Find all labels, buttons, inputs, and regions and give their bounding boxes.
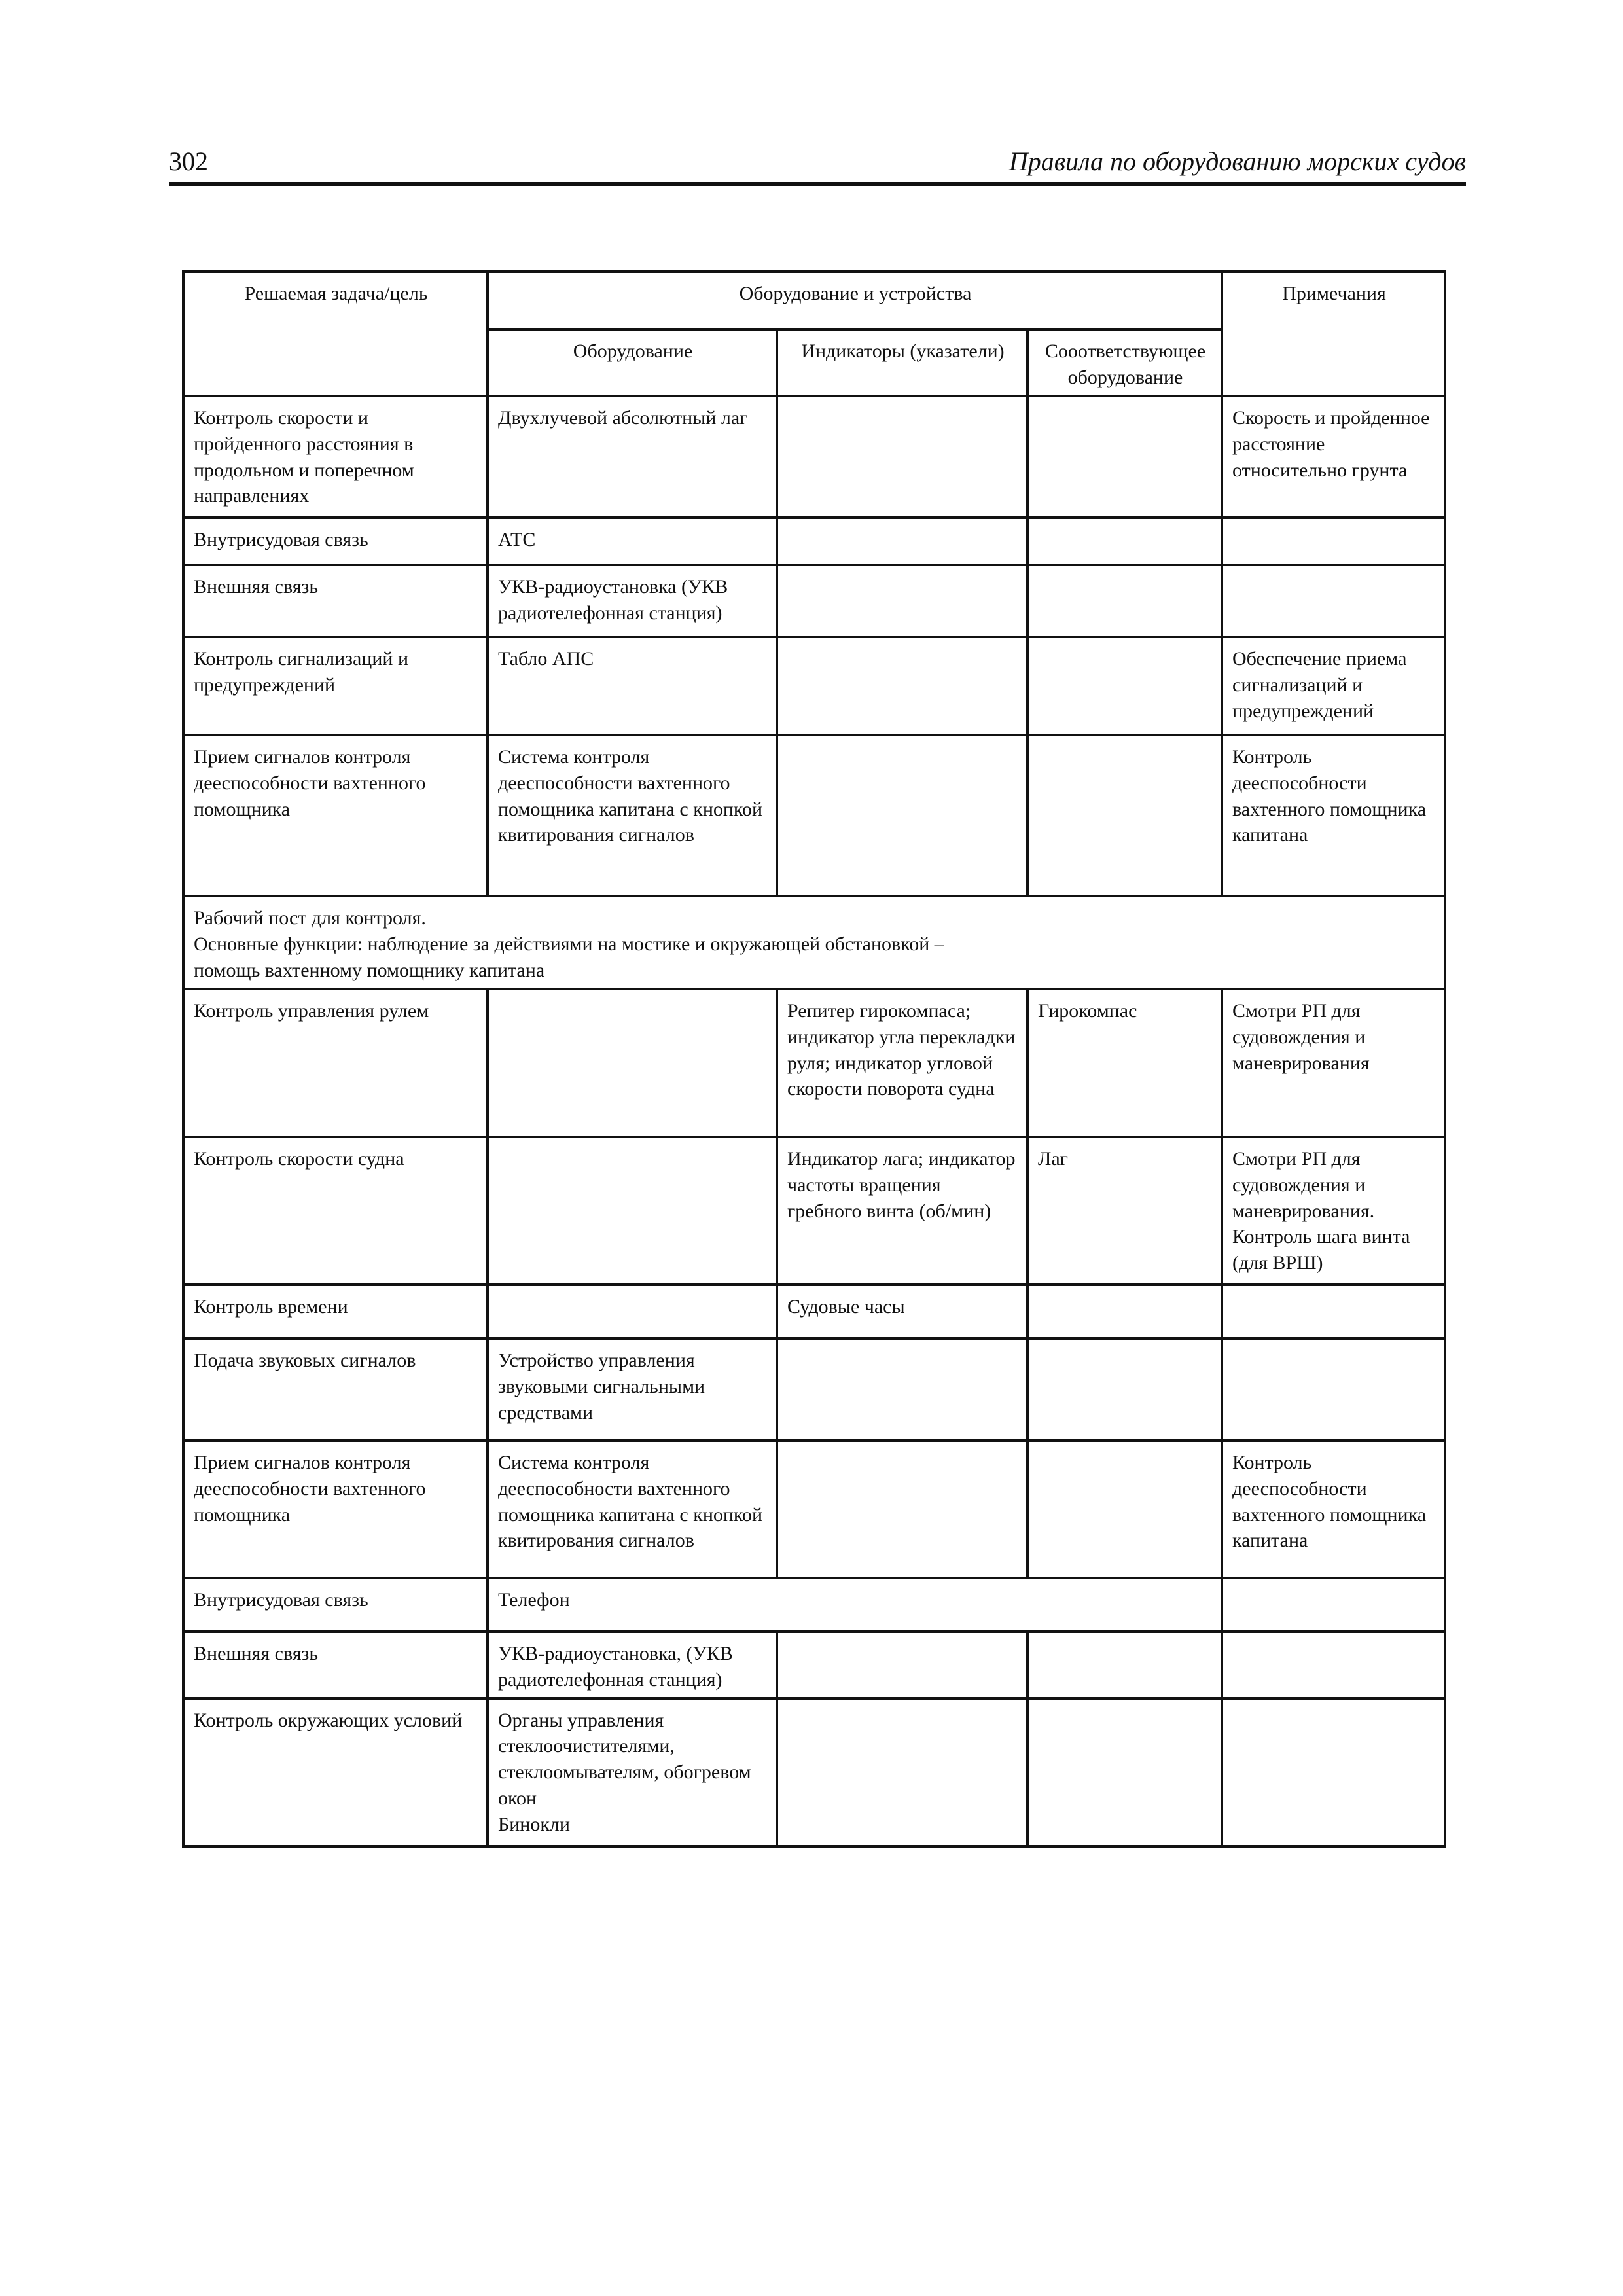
table-row — [183, 1441, 1445, 1578]
related-cell — [1027, 396, 1222, 518]
indicators-cell — [777, 518, 1027, 565]
task-cell: Контроль времени — [183, 1285, 488, 1338]
table-row — [183, 396, 1445, 518]
equipment-cell: Табло АПС — [488, 637, 777, 735]
header-related: Сооответствующее оборудование — [1027, 329, 1222, 396]
related-cell — [1027, 735, 1222, 896]
equipment-cell — [488, 1285, 777, 1338]
notes-cell — [1222, 1285, 1445, 1338]
indicators-cell: Индикатор лага; индикатор частоты вращения гребного винта (об/мин) — [777, 1137, 1027, 1285]
notes-cell: Смотри РП для судовождения и маневрирования — [1222, 989, 1445, 1137]
header-indicators: Индикаторы (указатели) — [777, 329, 1027, 396]
table-row — [183, 637, 1445, 735]
notes-cell: Смотри РП для судовождения и маневрирования. Контроль шага винта (для ВРШ) — [1222, 1137, 1445, 1285]
equipment-cell: АТС — [488, 518, 777, 565]
notes-cell: Контроль дееспособности вахтенного помощника капитана — [1222, 735, 1445, 896]
indicators-cell — [777, 1698, 1027, 1846]
task-cell: Контроль сигнализаций и предупреждений — [183, 637, 488, 735]
notes-cell — [1222, 518, 1445, 565]
section-line: Рабочий пост для контроля. — [194, 906, 426, 929]
indicators-cell — [777, 1632, 1027, 1698]
equipment-cell: Устройство управления звуковыми сигнальными средствами — [488, 1338, 777, 1441]
task-cell: Внутрисудовая связь — [183, 518, 488, 565]
equipment-cell — [488, 1698, 777, 1846]
section-line: помощь вахтенному помощнику капитана — [194, 959, 545, 981]
table-row — [183, 989, 1445, 1137]
header-notes: Примечания — [1222, 272, 1445, 396]
page-number: 302 — [169, 147, 208, 176]
equipment-cell: Двухлучевой абсолютный лаг — [488, 396, 777, 518]
equipment-text: Бинокли — [498, 1814, 570, 1836]
equipment-cell — [488, 1137, 777, 1285]
related-cell: Гирокомпас — [1027, 989, 1222, 1137]
section-line: Основные функции: наблюдение за действиями на мостике и окружающей обстановкой – — [194, 933, 944, 955]
task-cell: Контроль скорости и пройденного расстояния в продольном и поперечном направлениях — [183, 396, 488, 518]
equipment-table — [182, 270, 1446, 1848]
indicators-cell: Репитер гирокомпаса; индикатор угла перекладки руля; индикатор угловой скорости поворота судна — [777, 989, 1027, 1137]
notes-cell — [1222, 1632, 1445, 1698]
related-cell — [1027, 1441, 1222, 1578]
section-row — [183, 896, 1445, 989]
notes-cell — [1222, 1578, 1445, 1632]
table-row — [183, 1578, 1445, 1632]
table-row — [183, 1698, 1445, 1846]
header-equipment: Оборудование — [488, 329, 777, 396]
indicators-cell: Судовые часы — [777, 1285, 1027, 1338]
related-cell: Лаг — [1027, 1137, 1222, 1285]
equipment-cell: УКВ-радиоустановка (УКВ радиотелефонная станция) — [488, 565, 777, 637]
equipment-cell: Система контроля дееспособности вахтенного помощника капитана с кнопкой квитирования сигналов — [488, 735, 777, 896]
header-equipment-group: Оборудование и устройства — [488, 272, 1222, 329]
task-cell: Контроль окружающих условий — [183, 1698, 488, 1846]
equipment-cell — [488, 989, 777, 1137]
notes-cell: Контроль дееспособности вахтенного помощника капитана — [1222, 1441, 1445, 1578]
indicators-cell — [777, 637, 1027, 735]
indicators-cell — [777, 396, 1027, 518]
notes-cell: Скорость и пройденное расстояние относительно грунта — [1222, 396, 1445, 518]
related-cell — [1027, 1338, 1222, 1441]
running-title: Правила по оборудованию морских судов — [1008, 147, 1466, 176]
notes-cell — [1222, 565, 1445, 637]
task-cell: Внешняя связь — [183, 1632, 488, 1698]
section-heading — [183, 896, 1445, 989]
indicators-cell — [777, 1338, 1027, 1441]
equipment-cell: Телефон — [488, 1578, 1222, 1632]
task-cell: Внутрисудовая связь — [183, 1578, 488, 1632]
table-row — [183, 518, 1445, 565]
related-cell — [1027, 637, 1222, 735]
page-header — [169, 143, 1466, 186]
notes-cell: Обеспечение приема сигнализаций и предупреждений — [1222, 637, 1445, 735]
task-cell: Контроль скорости судна — [183, 1137, 488, 1285]
indicators-cell — [777, 1441, 1027, 1578]
related-cell — [1027, 1698, 1222, 1846]
indicators-cell — [777, 565, 1027, 637]
task-cell: Внешняя связь — [183, 565, 488, 637]
equipment-text: Органы управления стеклоочистителями, стеклоомывателям, обогревом окон — [498, 1709, 751, 1810]
table-row — [183, 1137, 1445, 1285]
equipment-cell: УКВ-радиоустановка, (УКВ радиотелефонная станция) — [488, 1632, 777, 1698]
related-cell — [1027, 518, 1222, 565]
task-cell: Контроль управления рулем — [183, 989, 488, 1137]
notes-cell — [1222, 1338, 1445, 1441]
related-cell — [1027, 1632, 1222, 1698]
task-cell: Подача звуковых сигналов — [183, 1338, 488, 1441]
table-row — [183, 1338, 1445, 1441]
table-row — [183, 565, 1445, 637]
table-row — [183, 1632, 1445, 1698]
table-row — [183, 735, 1445, 896]
related-cell — [1027, 1285, 1222, 1338]
table-row — [183, 1285, 1445, 1338]
notes-cell — [1222, 1698, 1445, 1846]
task-cell: Прием сигналов контроля дееспособности вахтенного помощника — [183, 735, 488, 896]
task-cell: Прием сигналов контроля дееспособности вахтенного помощника — [183, 1441, 488, 1578]
equipment-cell: Система контроля дееспособности вахтенного помощника капитана с кнопкой квитирования сигналов — [488, 1441, 777, 1578]
header-task: Решаемая задача/цель — [183, 272, 488, 396]
indicators-cell — [777, 735, 1027, 896]
related-cell — [1027, 565, 1222, 637]
